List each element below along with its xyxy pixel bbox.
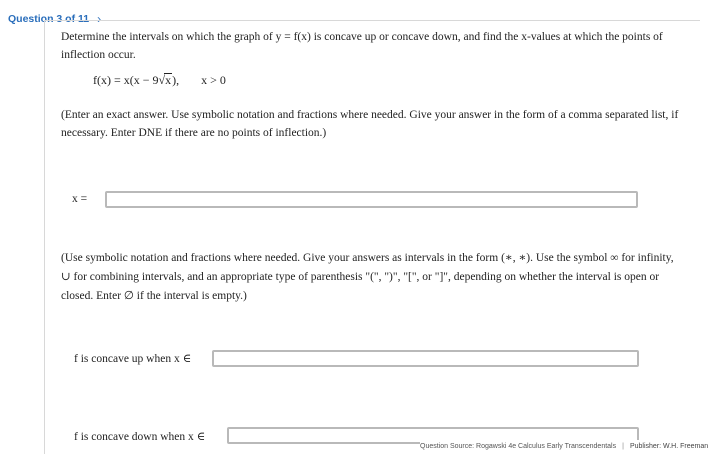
next-question-chevron-icon[interactable]: › — [97, 12, 102, 26]
domain-condition: x > 0 — [201, 73, 226, 87]
function-rhs: ), — [172, 73, 180, 87]
question-counter: Question 3 of 11 — [8, 13, 90, 25]
function-definition: f(x) = x(x − 9√x), x > 0 — [93, 73, 226, 87]
function-sqrt-arg: x — [165, 73, 172, 87]
instructions-inflection: (Enter an exact answer. Use symbolic notation and fractions where needed. Give your answer in the form of a comma separated list, if necessary. Enter DNE if there are no points of inflection.) — [61, 109, 679, 139]
function-lhs: f(x) = x(x − 9 — [93, 73, 159, 87]
question-panel — [44, 20, 700, 454]
question-prompt: Determine the intervals on which the graph of y = f(x) is concave up or concave down, and find the x-values at which the points of inflection occur. — [61, 31, 663, 61]
x-label: x = — [72, 193, 88, 205]
publisher: Publisher: W.H. Freeman — [629, 443, 708, 450]
question-source: Question Source: Rogawski 4e Calculus Early Transcendentals — [420, 443, 617, 450]
footer-separator: | — [622, 443, 624, 450]
concave-up-label: f is concave up when x ∈ — [74, 353, 192, 365]
question-source-footer — [420, 440, 708, 453]
concave-down-label: f is concave down when x ∈ — [74, 431, 206, 443]
inflection-x-input[interactable] — [105, 191, 638, 208]
concave-up-input[interactable] — [212, 350, 639, 367]
instructions-intervals: (Use symbolic notation and fractions where needed. Give your answers as intervals in the form (∗, ∗). Use the symbol ∞ for infinity, ∪ for combining intervals, and an appropriate type of parenthesis "(", ")", "[", or "]", depending on whether the interval is open or closed. Enter ∅ if the interval is empty.) — [61, 252, 674, 302]
